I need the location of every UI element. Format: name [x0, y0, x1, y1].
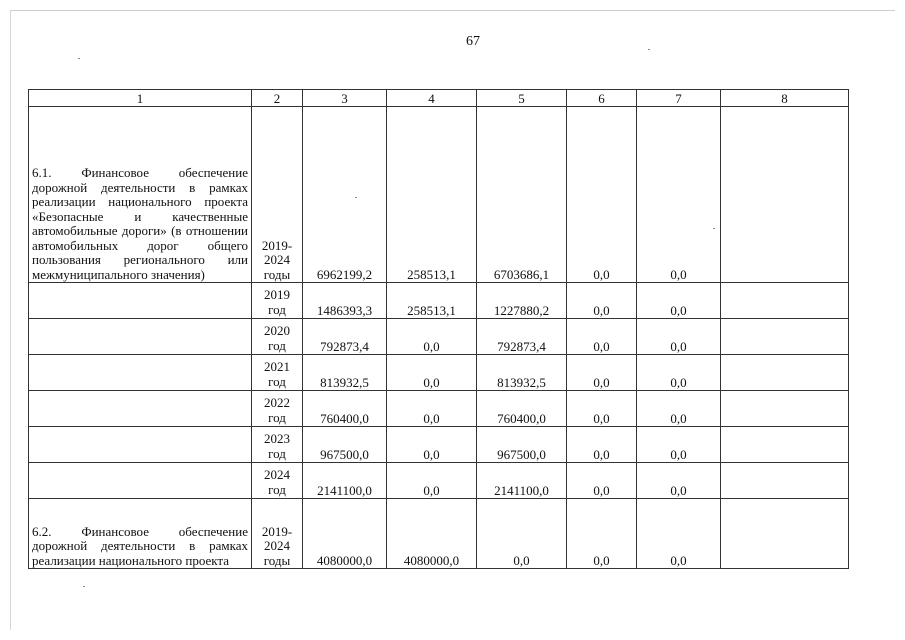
- federal-cell: 0,0: [387, 391, 477, 427]
- measure-name-cell: [29, 427, 252, 463]
- notes-cell: [721, 463, 849, 499]
- federal-cell: 258513,1: [387, 283, 477, 319]
- regional-cell: 792873,4: [477, 319, 567, 355]
- period-cell: 2019 год: [252, 283, 303, 319]
- local-cell: 0,0: [567, 319, 637, 355]
- period-cell: 2019-2024 годы: [252, 499, 303, 569]
- table-row: [29, 499, 849, 569]
- notes-cell: [721, 427, 849, 463]
- regional-cell: 0,0: [477, 499, 567, 569]
- total-cell: 813932,5: [303, 355, 387, 391]
- notes-cell: [721, 499, 849, 569]
- regional-cell: 6703686,1: [477, 107, 567, 283]
- scan-speck: [78, 58, 80, 59]
- column-header: 7: [637, 90, 721, 107]
- federal-cell: 4080000,0: [387, 499, 477, 569]
- period-cell: 2019-2024 годы: [252, 107, 303, 283]
- local-cell: 0,0: [567, 427, 637, 463]
- regional-cell: 760400,0: [477, 391, 567, 427]
- total-cell: 760400,0: [303, 391, 387, 427]
- column-header: 2: [252, 90, 303, 107]
- measure-name-cell: [29, 319, 252, 355]
- measure-name-cell: [29, 391, 252, 427]
- other-cell: 0,0: [637, 391, 721, 427]
- regional-cell: 1227880,2: [477, 283, 567, 319]
- federal-cell: 0,0: [387, 319, 477, 355]
- total-cell: 2141100,0: [303, 463, 387, 499]
- column-header: 4: [387, 90, 477, 107]
- measure-name-cell: [29, 463, 252, 499]
- measure-name-cell: [29, 283, 252, 319]
- local-cell: 0,0: [567, 391, 637, 427]
- other-cell: 0,0: [637, 319, 721, 355]
- column-header: 5: [477, 90, 567, 107]
- other-cell: 0,0: [637, 427, 721, 463]
- column-header: 6: [567, 90, 637, 107]
- measure-name-cell: [29, 355, 252, 391]
- local-cell: 0,0: [567, 355, 637, 391]
- page-number: 67: [466, 34, 480, 49]
- table-row: [29, 107, 849, 283]
- column-header: 1: [29, 90, 252, 107]
- column-header: 3: [303, 90, 387, 107]
- total-cell: 6962199,2: [303, 107, 387, 283]
- federal-cell: 0,0: [387, 355, 477, 391]
- table-row: [29, 319, 849, 355]
- table-row: [29, 427, 849, 463]
- other-cell: 0,0: [637, 283, 721, 319]
- total-cell: 1486393,3: [303, 283, 387, 319]
- funding-table: [28, 89, 849, 569]
- total-cell: 967500,0: [303, 427, 387, 463]
- regional-cell: 967500,0: [477, 427, 567, 463]
- table-header-row: [29, 90, 849, 107]
- period-cell: 2023 год: [252, 427, 303, 463]
- period-cell: 2022 год: [252, 391, 303, 427]
- federal-cell: 0,0: [387, 463, 477, 499]
- scan-speck: [83, 586, 85, 587]
- local-cell: 0,0: [567, 463, 637, 499]
- other-cell: 0,0: [637, 107, 721, 283]
- notes-cell: [721, 391, 849, 427]
- table-row: [29, 391, 849, 427]
- period-cell: 2024 год: [252, 463, 303, 499]
- local-cell: 0,0: [567, 499, 637, 569]
- local-cell: 0,0: [567, 107, 637, 283]
- other-cell: 0,0: [637, 463, 721, 499]
- federal-cell: 258513,1: [387, 107, 477, 283]
- table-row: [29, 283, 849, 319]
- other-cell: 0,0: [637, 355, 721, 391]
- column-header: 8: [721, 90, 849, 107]
- table-row: [29, 463, 849, 499]
- local-cell: 0,0: [567, 283, 637, 319]
- scan-border-top: [10, 10, 895, 11]
- other-cell: 0,0: [637, 499, 721, 569]
- total-cell: 4080000,0: [303, 499, 387, 569]
- notes-cell: [721, 283, 849, 319]
- period-cell: 2021 год: [252, 355, 303, 391]
- regional-cell: 813932,5: [477, 355, 567, 391]
- period-cell: 2020 год: [252, 319, 303, 355]
- scan-border-left: [10, 10, 11, 630]
- notes-cell: [721, 107, 849, 283]
- federal-cell: 0,0: [387, 427, 477, 463]
- measure-name-cell: 6.2. Финансовое обеспечение дорожной деятельности в рамках реализации национального проекта: [29, 499, 252, 569]
- scan-speck: [648, 49, 650, 50]
- measure-name-cell: 6.1. Финансовое обеспечение дорожной деятельности в рамках реализации национального проекта «Безопасные и качественные автомобильные дороги» (в отношении автомобильных дорог общего пользования регионального или межмуниципального значения): [29, 107, 252, 283]
- notes-cell: [721, 319, 849, 355]
- table-row: [29, 355, 849, 391]
- regional-cell: 2141100,0: [477, 463, 567, 499]
- notes-cell: [721, 355, 849, 391]
- total-cell: 792873,4: [303, 319, 387, 355]
